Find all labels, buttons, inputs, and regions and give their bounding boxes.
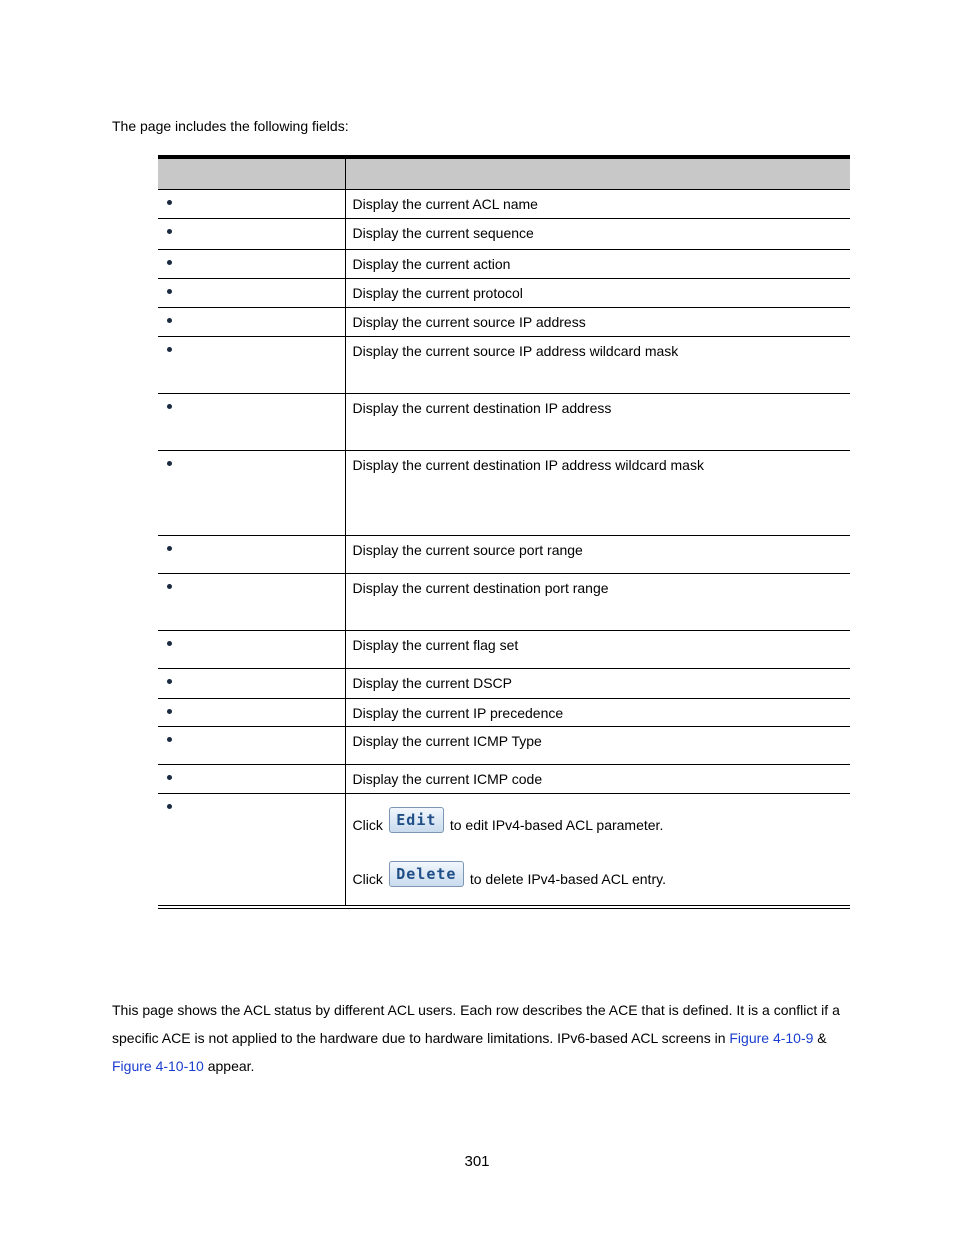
row-description: Display the current protocol	[352, 284, 523, 301]
row-description: Display the current source port range	[352, 541, 583, 558]
table-row	[158, 573, 850, 630]
bullet-icon	[167, 461, 172, 466]
bullet-icon	[167, 737, 172, 742]
bullet-icon	[167, 404, 172, 409]
table-row	[158, 278, 850, 307]
row-description: Display the current IP precedence	[352, 704, 564, 721]
delete-description: to delete IPv4-based ACL entry.	[469, 870, 666, 887]
row-description: Display the current sequence	[352, 224, 534, 241]
table-row	[158, 668, 850, 698]
paragraph-text-1: This page shows the ACL status by different ACL users. Each row describes the ACE that is defined. It is a conflict if a specific ACE is not applied to the hardware due to hardware limitations. IPv6-based ACL screens in	[112, 1002, 840, 1046]
bullet-icon	[167, 584, 172, 589]
figure-4-10-10-link[interactable]: Figure 4-10-10	[112, 1058, 204, 1074]
page-number: 301	[464, 1153, 490, 1170]
bullet-icon	[167, 289, 172, 294]
table-header-row	[158, 157, 850, 189]
row-description: Display the current source IP address wildcard mask	[352, 342, 679, 359]
table-row	[158, 450, 850, 535]
table-row	[158, 249, 850, 278]
row-description: Display the current destination IP address	[352, 399, 612, 416]
header-object	[158, 157, 345, 189]
row-description: Display the current action	[352, 255, 511, 272]
delete-action-line	[353, 861, 851, 887]
table-row	[158, 189, 850, 218]
bullet-icon	[167, 347, 172, 352]
edit-action-line	[353, 807, 851, 833]
row-description: Display the current DSCP	[352, 674, 513, 691]
table-row	[158, 307, 850, 336]
figure-4-10-9-link[interactable]: Figure 4-10-9	[729, 1030, 814, 1046]
table-row-actions	[158, 793, 850, 907]
paragraph-text-3: appear.	[203, 1058, 255, 1074]
bullet-icon	[167, 679, 172, 684]
row-description: Display the current source IP address	[352, 313, 586, 330]
row-description: Display the current destination IP address wildcard mask	[352, 456, 704, 473]
table-row	[158, 764, 850, 793]
intro-text: The page includes the following fields:	[112, 118, 349, 134]
bullet-icon	[167, 318, 172, 323]
bullet-icon	[167, 709, 172, 714]
delete-button[interactable]: Delete	[389, 861, 464, 887]
bullet-icon	[167, 641, 172, 646]
bullet-icon	[167, 200, 172, 205]
bullet-icon	[167, 229, 172, 234]
bullet-icon	[167, 260, 172, 265]
edit-click-label: Click	[352, 816, 383, 833]
row-description: Display the current ACL name	[352, 195, 538, 212]
fields-table	[158, 155, 850, 909]
table-row	[158, 336, 850, 393]
table-row	[158, 218, 850, 249]
table-row	[158, 630, 850, 668]
table-row	[158, 726, 850, 764]
paragraph-text-2: &	[813, 1030, 827, 1046]
table-row	[158, 393, 850, 450]
delete-click-label: Click	[352, 870, 383, 887]
edit-button[interactable]: Edit	[389, 807, 444, 833]
row-description: Display the current ICMP code	[352, 770, 543, 787]
row-description: Display the current flag set	[352, 636, 519, 653]
row-description: Display the current ICMP Type	[352, 732, 542, 749]
header-description	[345, 157, 850, 189]
edit-description: to edit IPv4-based ACL parameter.	[449, 816, 664, 833]
bullet-icon	[167, 546, 172, 551]
bullet-icon	[167, 775, 172, 780]
acl-status-paragraph	[112, 996, 847, 1080]
table-row	[158, 535, 850, 573]
bullet-icon	[167, 804, 172, 809]
row-description: Display the current destination port range	[352, 579, 609, 596]
table-row	[158, 698, 850, 726]
